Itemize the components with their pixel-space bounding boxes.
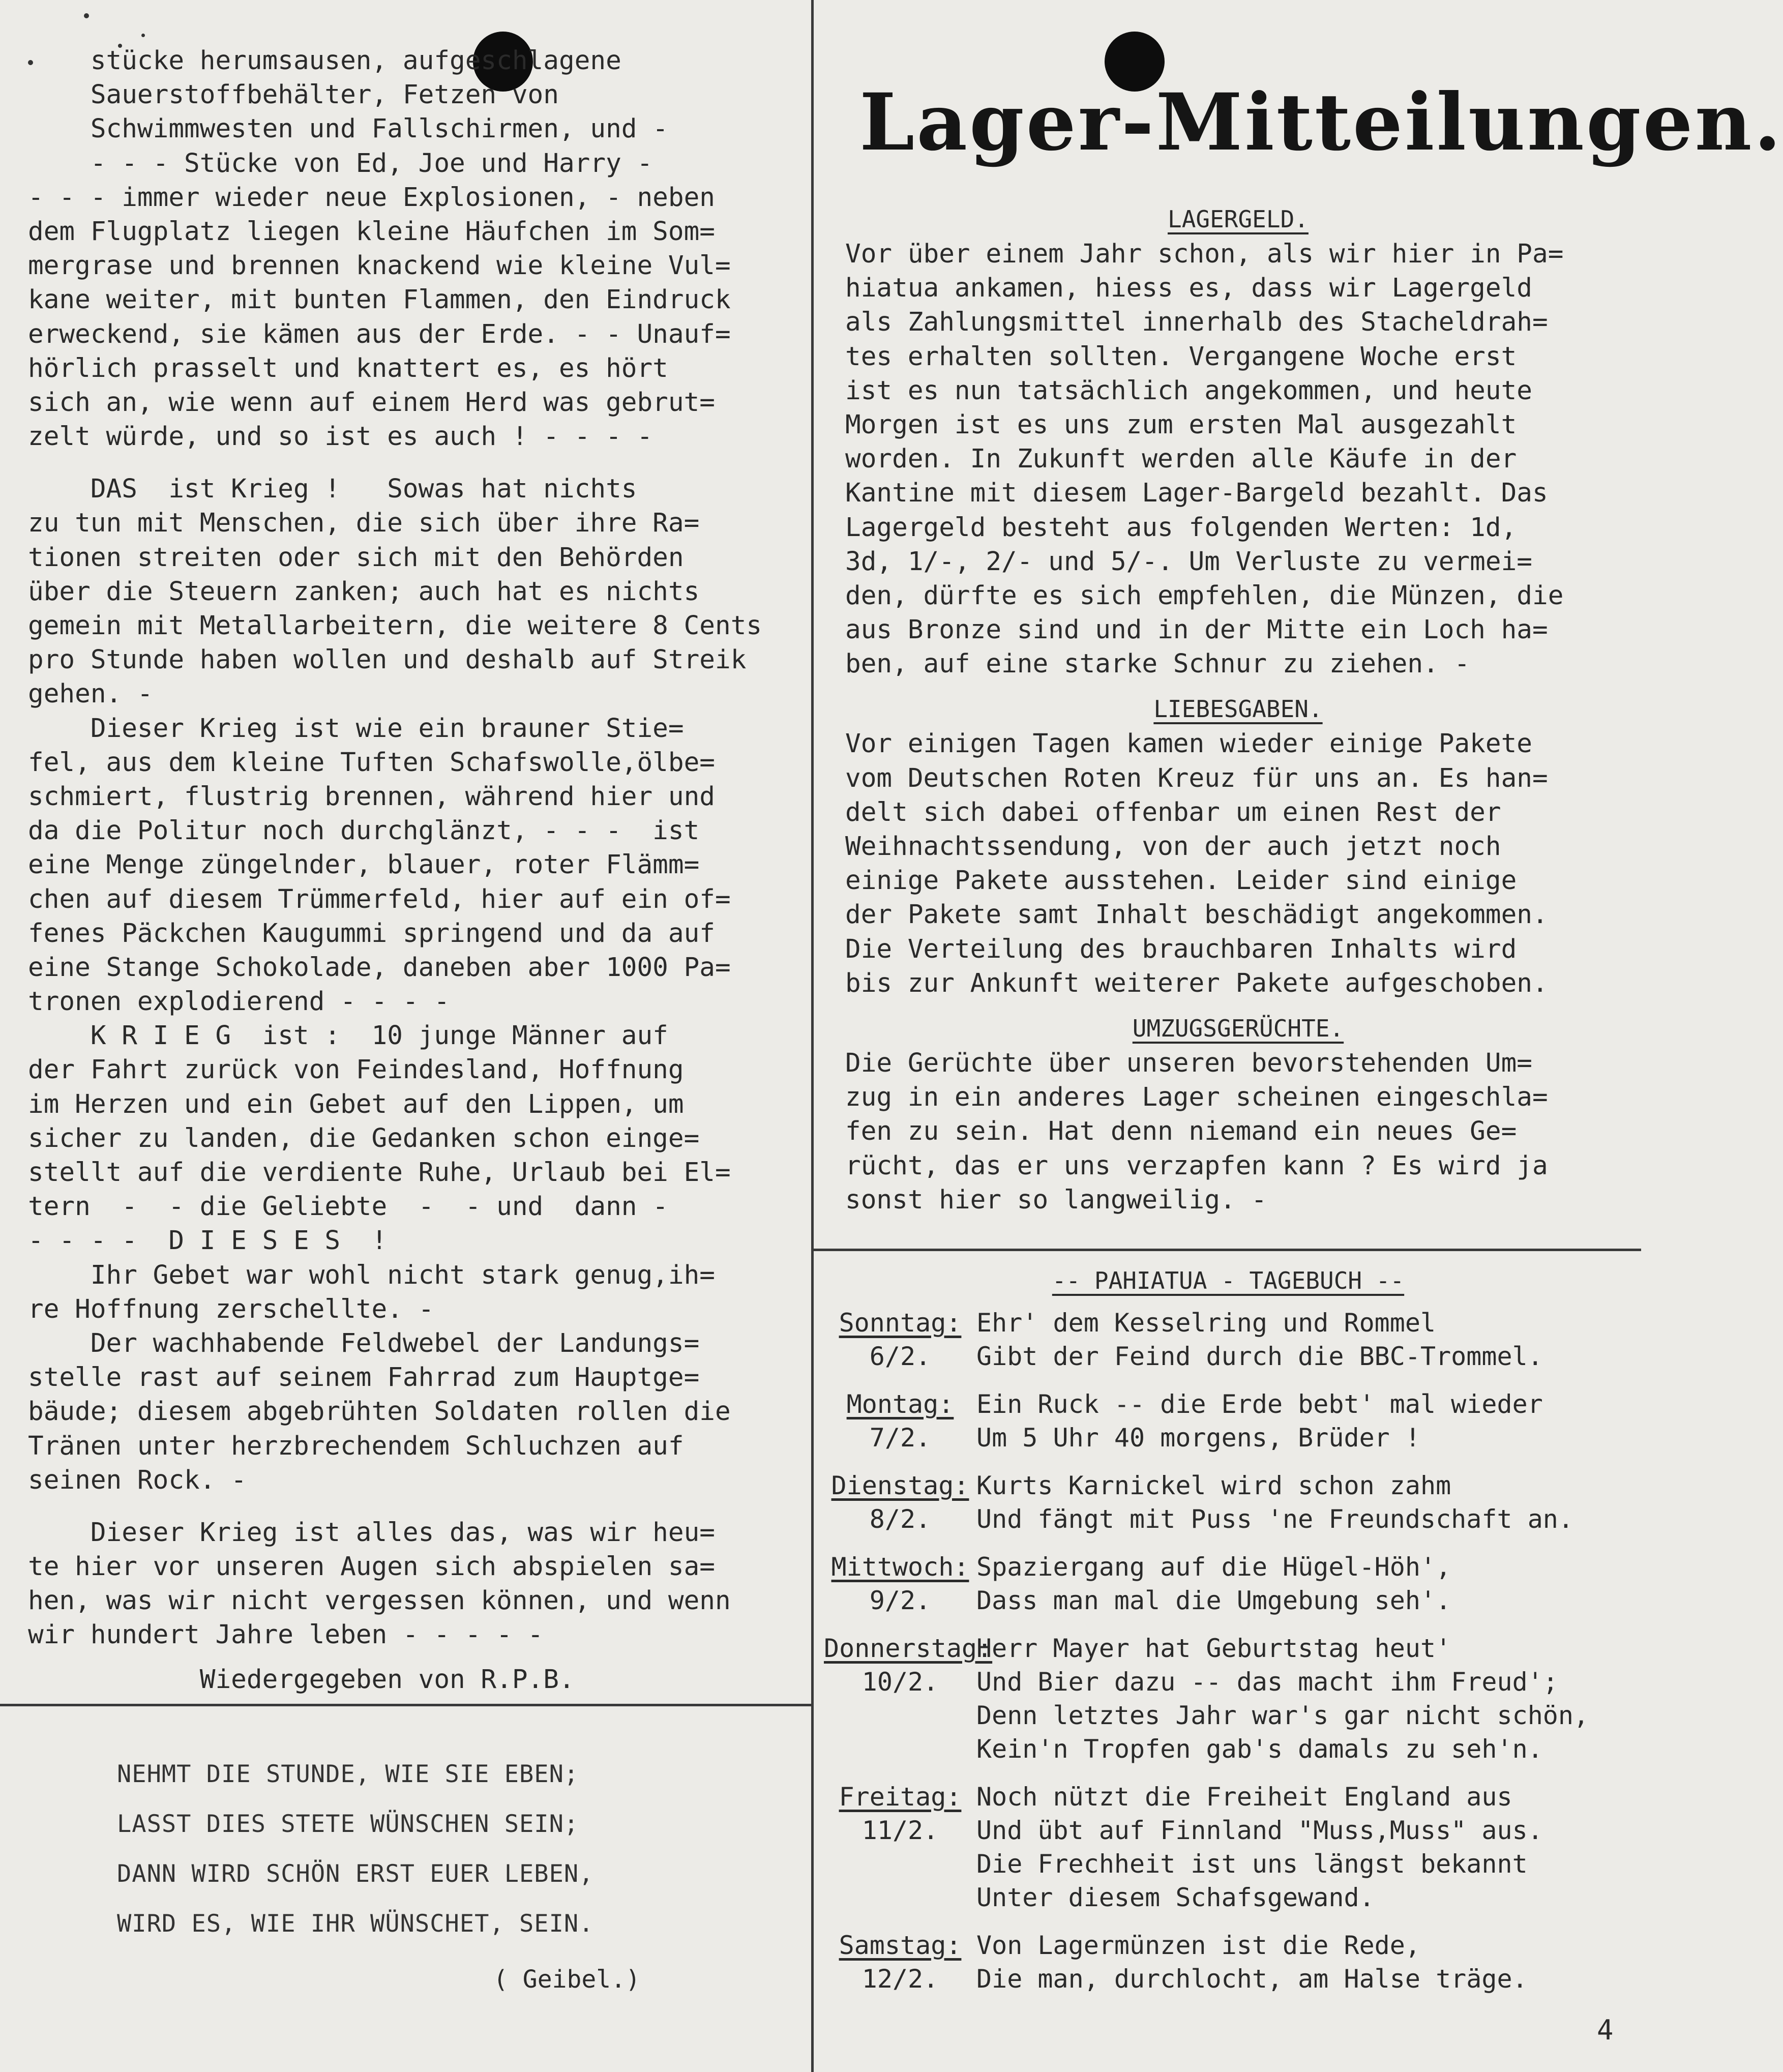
text-line: stellt auf die verdiente Ruhe, Urlaub bei El= bbox=[28, 1158, 731, 1188]
text-line: 3d, 1/-, 2/- und 5/-. Um Verluste zu vermei= bbox=[845, 546, 1533, 577]
text-line: vom Deutschen Roten Kreuz für uns an. Es han= bbox=[845, 763, 1548, 793]
diary-date bbox=[824, 1387, 976, 1455]
text-line: sich an, wie wenn auf einem Herd was gebrut= bbox=[28, 387, 716, 418]
verse-line: Kein'n Tropfen gab's damals zu seh'n. bbox=[976, 1734, 1543, 1764]
poem bbox=[117, 1750, 778, 2010]
text-line: Die Verteilung des brauchbaren Inhalts wird bbox=[845, 934, 1517, 964]
text-line: zug in ein anderes Lager scheinen eingeschla= bbox=[845, 1082, 1548, 1113]
liebesgaben-heading: LIEBESGABEN. bbox=[1153, 695, 1323, 723]
text-line: - - - Stücke von Ed, Joe und Harry - bbox=[28, 148, 653, 179]
text-line: Vor über einem Jahr schon, als wir hier in Pa= bbox=[845, 239, 1564, 269]
ink-speck bbox=[84, 13, 89, 18]
text-line: hörlich prasselt und knattert es, es hört bbox=[28, 353, 668, 383]
verse-line: Und fängt mit Puss 'ne Freundschaft an. bbox=[976, 1504, 1573, 1534]
story-part-3 bbox=[28, 1516, 814, 1652]
text-line: tes erhalten sollten. Vergangene Woche erst bbox=[845, 341, 1517, 372]
text-line: DAS ist Krieg ! Sowas hat nichts bbox=[28, 474, 637, 505]
verse-line: Ein Ruck -- die Erde bebt' mal wieder bbox=[976, 1389, 1543, 1419]
text-line: worden. In Zukunft werden alle Käufe in der bbox=[845, 444, 1517, 475]
verse-line: Unter diesem Schafsgewand. bbox=[976, 1883, 1375, 1912]
diary-entry bbox=[824, 1469, 1632, 1536]
verse-line: Und übt auf Finnland "Muss,Muss" aus. bbox=[976, 1816, 1543, 1845]
text-line: wir hundert Jahre leben - - - - - bbox=[28, 1620, 544, 1650]
diary-date bbox=[824, 1306, 976, 1373]
text-line: der Pakete samt Inhalt beschädigt angekommen. bbox=[845, 900, 1548, 930]
verse-line: Um 5 Uhr 40 morgens, Brüder ! bbox=[976, 1423, 1420, 1453]
text-line: ben, auf eine starke Schnur zu ziehen. - bbox=[845, 649, 1470, 679]
text-line: der Fahrt zurück von Feindesland, Hoffnung bbox=[28, 1055, 684, 1085]
ink-speck bbox=[141, 34, 145, 37]
text-line: pro Stunde haben wollen und deshalb auf Streik bbox=[28, 645, 747, 675]
diary-date bbox=[824, 1929, 976, 1996]
diary-weekday: Dienstag: bbox=[831, 1471, 969, 1500]
story-part-1 bbox=[28, 44, 814, 454]
diary-verse bbox=[976, 1306, 1632, 1373]
story-signature: Wiedergegeben von R.P.B. bbox=[28, 1664, 575, 1695]
text-line: im Herzen und ein Gebet auf den Lippen, um bbox=[28, 1089, 684, 1119]
text-line: stelle rast auf seinem Fahrrad zum Hauptge= bbox=[28, 1363, 700, 1393]
text-line: eine Stange Schokolade, daneben aber 1000 Pa= bbox=[28, 952, 731, 983]
diary-weekday: Donnerstag: bbox=[824, 1634, 993, 1663]
diary-weekday: Montag: bbox=[846, 1389, 954, 1419]
text-line: Ihr Gebet war wohl nicht stark genug,ih= bbox=[28, 1260, 716, 1290]
diary-weekday: Mittwoch: bbox=[831, 1552, 969, 1582]
verse-line: Spaziergang auf die Hügel-Höh', bbox=[976, 1552, 1451, 1582]
lagergeld-heading: LAGERGELD. bbox=[1168, 205, 1309, 233]
text-line: Tränen unter herzbrechendem Schluchzen auf bbox=[28, 1431, 684, 1461]
text-line: zelt würde, und so ist es auch ! - - - - bbox=[28, 422, 653, 452]
text-line: Dieser Krieg ist wie ein brauner Stie= bbox=[28, 713, 684, 744]
verse-line: Von Lagermünzen ist die Rede, bbox=[976, 1931, 1420, 1960]
text-line: einige Pakete ausstehen. Leider sind einige bbox=[845, 866, 1517, 896]
verse-line: Herr Mayer hat Geburtstag heut' bbox=[976, 1634, 1451, 1663]
text-line: Kantine mit diesem Lager-Bargeld bezahlt. Das bbox=[845, 478, 1548, 509]
diary-date bbox=[824, 1550, 976, 1617]
poem-author: ( Geibel.) bbox=[493, 1965, 640, 1994]
diary-verse bbox=[976, 1632, 1632, 1766]
verse-line: Gibt der Feind durch die BBC-Trommel. bbox=[976, 1342, 1543, 1371]
verse-line: Die man, durchlocht, am Halse träge. bbox=[976, 1964, 1528, 1994]
diary-entry bbox=[824, 1306, 1632, 1373]
diary-verse bbox=[976, 1387, 1632, 1455]
left-column bbox=[28, 44, 814, 1697]
text-line: den, dürfte es sich empfehlen, die Münzen, die bbox=[845, 580, 1564, 611]
diary-title: -- PAHIATUA - TAGEBUCH -- bbox=[1052, 1267, 1405, 1294]
text-line: bis zur Ankunft weiterer Pakete aufgeschoben. bbox=[845, 968, 1548, 998]
text-line: rücht, das er uns verzapfen kann ? Es wird ja bbox=[845, 1150, 1548, 1181]
diary-date bbox=[824, 1469, 976, 1536]
text-line: mergrase und brennen knackend wie kleine Vul= bbox=[28, 251, 731, 281]
diary-entry bbox=[824, 1929, 1632, 1996]
diary-day-month: 7/2. bbox=[869, 1423, 931, 1453]
text-line: Die Gerüchte über unseren bevorstehenden Um= bbox=[845, 1048, 1533, 1078]
diary-entry bbox=[824, 1387, 1632, 1455]
text-line: gemein mit Metallarbeitern, die weitere 8 Cents bbox=[28, 611, 762, 641]
text-line: Vor einigen Tagen kamen wieder einige Pakete bbox=[845, 729, 1533, 759]
text-line: kane weiter, mit bunten Flammen, den Eindruck bbox=[28, 285, 731, 315]
diary-day-month: 9/2. bbox=[869, 1586, 931, 1615]
text-line: Schwimmwesten und Fallschirmen, und - bbox=[28, 114, 668, 144]
text-line: fenes Päckchen Kaugummi springend und da auf bbox=[28, 918, 716, 949]
diary-verse bbox=[976, 1929, 1632, 1996]
diary-entry bbox=[824, 1550, 1632, 1617]
text-line: gehen. - bbox=[28, 679, 153, 709]
page-number: 4 bbox=[1597, 2014, 1614, 2046]
text-line: da die Politur noch durchglänzt, - - - ist bbox=[28, 816, 700, 846]
diary-weekday: Freitag: bbox=[839, 1782, 962, 1812]
text-line: tionen streiten oder sich mit den Behörden bbox=[28, 542, 684, 573]
text-line: fen zu sein. Hat denn niemand ein neues Ge= bbox=[845, 1116, 1517, 1147]
liebesgaben-text bbox=[845, 727, 1631, 1000]
text-line: te hier vor unseren Augen sich abspielen sa= bbox=[28, 1552, 716, 1582]
diary-verse bbox=[976, 1550, 1632, 1617]
text-line: als Zahlungsmittel innerhalb des Stacheldrah= bbox=[845, 307, 1548, 338]
diary-day-month: 10/2. bbox=[861, 1667, 939, 1697]
pahiatua-diary bbox=[824, 1260, 1632, 2010]
diary-day-month: 8/2. bbox=[869, 1504, 931, 1534]
text-line: über die Steuern zanken; auch hat es nichts bbox=[28, 576, 700, 607]
diary-weekday: Sonntag: bbox=[839, 1308, 962, 1338]
text-line: erweckend, sie kämen aus der Erde. - - Unauf= bbox=[28, 319, 731, 349]
text-line: eine Menge züngelnder, blauer, roter Flämm= bbox=[28, 850, 700, 880]
text-line: Lagergeld besteht aus folgenden Werten: 1d, bbox=[845, 512, 1517, 543]
verse-line: Kurts Karnickel wird schon zahm bbox=[976, 1471, 1451, 1500]
text-line: Sauerstoffbehälter, Fetzen von bbox=[28, 80, 559, 110]
diary-weekday: Samstag: bbox=[839, 1931, 962, 1960]
diary-verse bbox=[976, 1780, 1632, 1914]
text-line: delt sich dabei offenbar um einen Rest der bbox=[845, 797, 1501, 827]
lagergeld-text bbox=[845, 237, 1631, 681]
text-line: tern - - die Geliebte - - und dann - bbox=[28, 1192, 668, 1222]
text-line: schmiert, flustrig brennen, während hier und bbox=[28, 781, 716, 812]
diary-date bbox=[824, 1780, 976, 1914]
text-line: sonst hier so langweilig. - bbox=[845, 1185, 1267, 1215]
poem-line: NEHMT DIE STUNDE, WIE SIE EBEN; bbox=[117, 1760, 579, 1788]
verse-line: Denn letztes Jahr war's gar nicht schön, bbox=[976, 1701, 1589, 1730]
verse-line: Dass man mal die Umgebung seh'. bbox=[976, 1586, 1451, 1615]
text-line: seinen Rock. - bbox=[28, 1465, 247, 1495]
poem-line: WIRD ES, WIE IHR WÜNSCHET, SEIN. bbox=[117, 1910, 594, 1938]
diary-day-month: 6/2. bbox=[869, 1342, 931, 1371]
text-line: chen auf diesem Trümmerfeld, hier auf ein of= bbox=[28, 884, 731, 914]
text-line: fel, aus dem kleine Tuften Schafswolle,ölbe= bbox=[28, 747, 716, 778]
verse-line: Die Frechheit ist uns längst bekannt bbox=[976, 1849, 1528, 1879]
verse-line: Und Bier dazu -- das macht ihm Freud'; bbox=[976, 1667, 1558, 1697]
umzug-heading: UMZUGSGERÜCHTE. bbox=[1132, 1014, 1344, 1042]
text-line: - - - - D I E S E S ! bbox=[28, 1226, 388, 1256]
story-part-2 bbox=[28, 472, 814, 1497]
text-line: tronen explodierend - - - - bbox=[28, 987, 450, 1017]
text-line: zu tun mit Menschen, die sich über ihre Ra= bbox=[28, 508, 700, 539]
text-line: bäude; diesem abgebrühten Soldaten rollen die bbox=[28, 1397, 731, 1427]
text-line: ist es nun tatsächlich angekommen, und heute bbox=[845, 375, 1533, 406]
masthead-title: Lager-Mitteilungen. bbox=[859, 76, 1783, 168]
left-section-divider bbox=[0, 1704, 812, 1706]
right-section-divider bbox=[814, 1249, 1641, 1251]
text-line: Morgen ist es uns zum ersten Mal ausgezahlt bbox=[845, 409, 1517, 440]
poem-line: DANN WIRD SCHÖN ERST EUER LEBEN, bbox=[117, 1860, 594, 1888]
text-line: - - - immer wieder neue Explosionen, - neben bbox=[28, 182, 716, 213]
diary-day-month: 11/2. bbox=[861, 1816, 939, 1845]
text-line: hen, was wir nicht vergessen können, und wenn bbox=[28, 1586, 731, 1616]
text-line: dem Flugplatz liegen kleine Häufchen im Som= bbox=[28, 216, 716, 247]
umzug-text bbox=[845, 1046, 1631, 1217]
poem-line: LASST DIES STETE WÜNSCHEN SEIN; bbox=[117, 1810, 579, 1838]
diary-verse bbox=[976, 1469, 1632, 1536]
text-line: Der wachhabende Feldwebel der Landungs= bbox=[28, 1328, 700, 1358]
text-line: hiatua ankamen, hiess es, dass wir Lagergeld bbox=[845, 273, 1533, 304]
text-line: Dieser Krieg ist alles das, was wir heu= bbox=[28, 1517, 716, 1548]
diary-entry bbox=[824, 1780, 1632, 1914]
text-line: K R I E G ist : 10 junge Männer auf bbox=[28, 1021, 668, 1051]
text-line: Weihnachtssendung, von der auch jetzt noch bbox=[845, 832, 1501, 862]
text-line: sicher zu landen, die Gedanken schon einge= bbox=[28, 1123, 700, 1153]
diary-entry bbox=[824, 1632, 1632, 1766]
text-line: re Hoffnung zerschellte. - bbox=[28, 1294, 434, 1324]
diary-date bbox=[824, 1632, 993, 1766]
diary-day-month: 12/2. bbox=[861, 1964, 939, 1994]
text-line: stücke herumsausen, aufgeschlagene bbox=[28, 46, 621, 76]
text-line: aus Bronze sind und in der Mitte ein Loch ha= bbox=[845, 615, 1548, 645]
verse-line: Ehr' dem Kesselring und Rommel bbox=[976, 1308, 1436, 1338]
verse-line: Noch nützt die Freiheit England aus bbox=[976, 1782, 1512, 1812]
right-column bbox=[845, 201, 1631, 1217]
